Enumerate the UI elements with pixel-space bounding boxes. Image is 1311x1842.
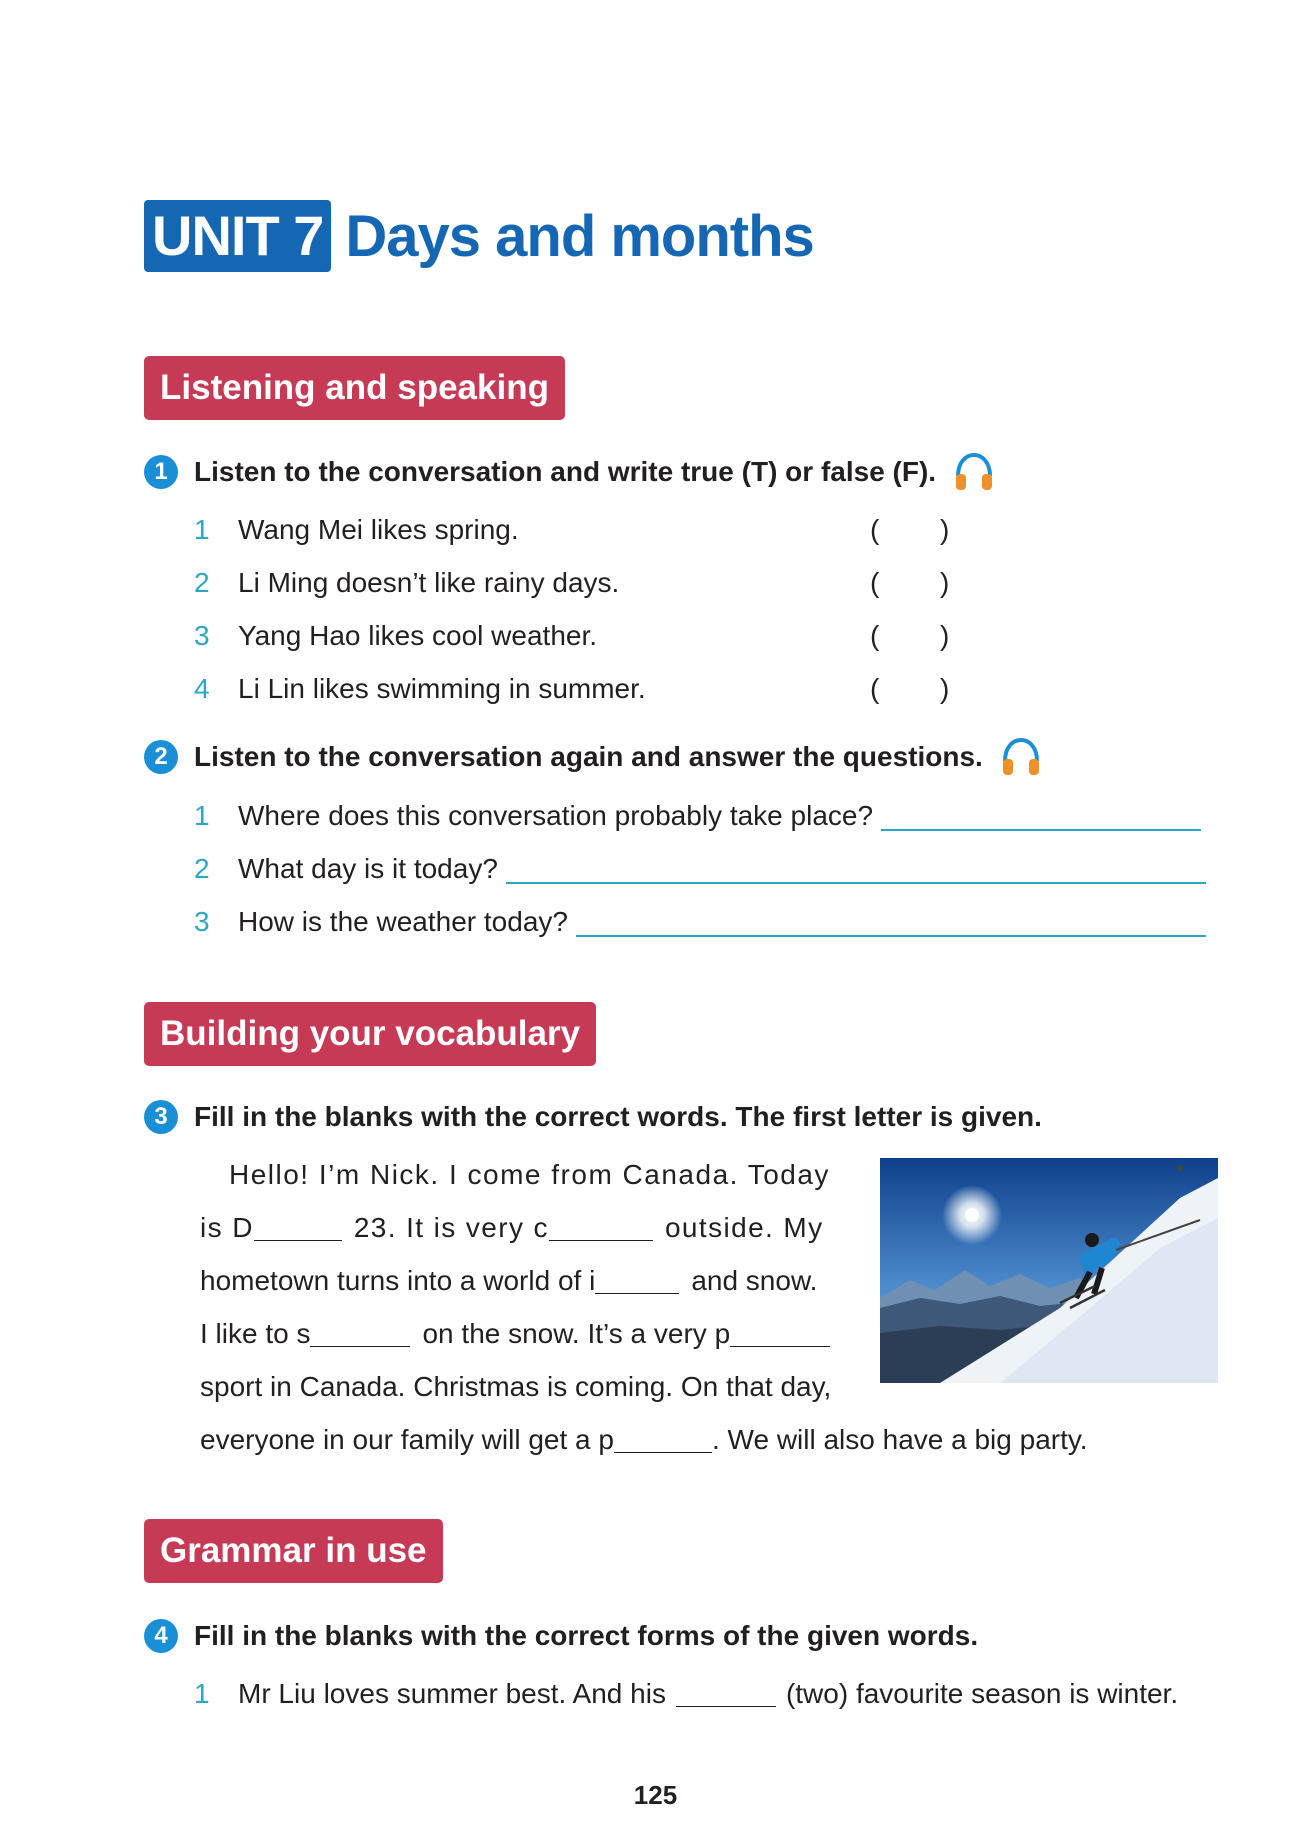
item-number: 1 (194, 514, 210, 545)
passage-line-6: everyone in our family will get a p . We will also have a big party. (200, 1424, 1088, 1455)
item-text: Where does this conversation probably take place? (238, 800, 874, 831)
blank-d[interactable] (254, 1215, 342, 1241)
item-number: 3 (194, 620, 210, 651)
ex1-item-4 (194, 667, 646, 711)
skier-photo (880, 1158, 1218, 1383)
exercise-1-instruction: Listen to the conversation and write true (T) or false (F). (194, 456, 937, 487)
ex1-item-2 (194, 561, 619, 605)
exercise-3-number: 3 (144, 1100, 178, 1134)
blank-two[interactable] (676, 1681, 776, 1707)
exercise-2-instruction: Listen to the conversation again and answer the questions. (194, 741, 983, 772)
section-listening: Listening and speaking (144, 356, 565, 420)
exercise-4-instruction: Fill in the blanks with the correct forms of the given words. (194, 1620, 979, 1651)
blank-p2[interactable] (614, 1427, 712, 1453)
headphones-icon[interactable] (952, 450, 996, 494)
item-number: 4 (194, 673, 210, 704)
exercise-4-number: 4 (144, 1619, 178, 1653)
exercise-2-heading (144, 737, 1043, 777)
exercise-1-number: 1 (144, 455, 178, 489)
exercise-2-number: 2 (144, 740, 178, 774)
item-number: 3 (194, 906, 210, 937)
unit-badge: UNIT 7 (144, 200, 331, 272)
blank-p1[interactable] (730, 1321, 830, 1347)
item-number: 2 (194, 853, 210, 884)
section-grammar: Grammar in use (144, 1519, 443, 1583)
exercise-1-heading (144, 452, 996, 492)
exercise-4-heading (144, 1616, 978, 1656)
item-text: Li Lin likes swimming in summer. (238, 673, 646, 704)
page-number: 125 (633, 1780, 678, 1810)
ex1-item-1 (194, 508, 519, 552)
exercise-3-heading (144, 1097, 1042, 1137)
item-text: Yang Hao likes cool weather. (238, 620, 598, 651)
section-vocabulary: Building your vocabulary (144, 1002, 596, 1066)
unit-title (144, 200, 814, 272)
passage-line-3: hometown turns into a world of i and snow. (200, 1265, 818, 1296)
answer-line-2[interactable] (506, 854, 1206, 884)
passage-line-5: sport in Canada. Christmas is coming. On that day, (200, 1371, 832, 1402)
answer-bracket-2[interactable]: ( ) (870, 567, 950, 598)
passage-line-1: Hello! I’m Nick. I come from Canada. Today (229, 1159, 830, 1190)
item-text: How is the weather today? (238, 906, 568, 937)
unit-name: Days and months (345, 203, 814, 269)
ex2-item-3 (194, 900, 1206, 944)
item-text: What day is it today? (238, 853, 498, 884)
ex4-item-1 (194, 1672, 1178, 1716)
blank-s[interactable] (310, 1321, 410, 1347)
passage-line-4: I like to s on the snow. It’s a very p (200, 1312, 830, 1356)
headphones-icon[interactable] (999, 735, 1043, 779)
item-text-a: Mr Liu loves summer best. And his (238, 1678, 666, 1709)
blank-c[interactable] (549, 1215, 653, 1241)
answer-line-1[interactable] (881, 801, 1201, 831)
item-text-b: (two) favourite season is winter. (785, 1678, 1179, 1709)
blank-i[interactable] (595, 1268, 679, 1294)
answer-line-3[interactable] (576, 907, 1206, 937)
item-number: 1 (194, 800, 210, 831)
ex1-item-3 (194, 614, 597, 658)
answer-bracket-4[interactable]: ( ) (870, 673, 950, 704)
exercise-3-instruction: Fill in the blanks with the correct words. The first letter is given. (194, 1101, 1042, 1132)
ex2-item-1 (194, 794, 1201, 838)
item-text: Li Ming doesn’t like rainy days. (238, 567, 620, 598)
item-text: Wang Mei likes spring. (238, 514, 519, 545)
passage-line-2: is D 23. It is very c outside. My (200, 1212, 824, 1243)
item-number: 2 (194, 567, 210, 598)
item-number: 1 (194, 1678, 210, 1709)
answer-bracket-3[interactable]: ( ) (870, 620, 950, 651)
answer-bracket-1[interactable]: ( ) (870, 514, 950, 545)
ex2-item-2 (194, 847, 1206, 891)
